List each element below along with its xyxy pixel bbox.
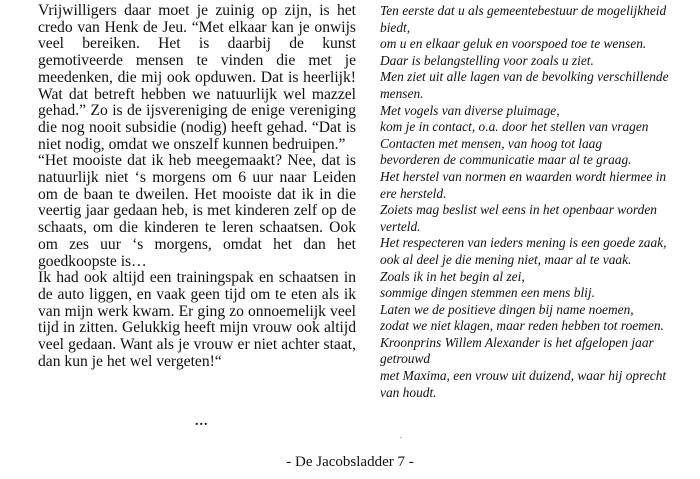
- left-column-article: [38, 3, 356, 370]
- poem-line: Contacten met mensen, van hoog tot laag: [380, 135, 603, 151]
- poem-line: kom je in contact, o.a. door het stellen van vragen: [380, 119, 649, 135]
- poem-line: getrouwd: [380, 351, 431, 367]
- section-ellipsis: ...: [195, 414, 209, 429]
- poem-line: Ten eerste dat u als gemeentebestuur de mogelijkheid: [380, 3, 667, 18]
- poem-line: ere hersteld.: [380, 185, 447, 201]
- paragraph: Vrijwilligers daar moet je zuinig op zijn, is het credo van Henk de Jeu. “Met elkaar kan je onwijs veel bereiken. Het is daarbij de kunst gemotiveerde mensen te vinden die met je meedenken, die mij ook opduwen. Dat is heerlijk! Wat dat betreft hebben we natuurlijk wel mazzel gehad.” Zo is de ijsvereniging de enige vereniging die nog nooit subsidie (nodig) heeft gehad. “Dat is niet nodig, omdat we onszelf kunnen bedruipen.”: [38, 2, 356, 153]
- poem-line: ook al deel je die mening niet, maar al te vaak.: [380, 251, 632, 267]
- poem-line: Zoals ik in het begin al zei,: [380, 268, 525, 284]
- poem-line: met Maxima, een vrouw uit duizend, waar hij oprecht: [380, 368, 667, 384]
- poem-line: Zoiets mag beslist wel eens in het openbaar worden: [380, 202, 657, 218]
- poem-line: sommige dingen stemmen een mens blij.: [380, 285, 595, 301]
- poem-line: Kroonprins Willem Alexander is het afgelopen jaar: [380, 334, 654, 350]
- right-column-poem: [380, 3, 696, 401]
- poem-line: biedt,: [380, 19, 411, 35]
- poem-line: mensen.: [380, 85, 424, 101]
- poem-line: verteld.: [380, 218, 421, 234]
- paragraph: “Het mooiste dat ik heb meegemaakt? Nee, dat is natuurlijk niet ‘s morgens om 6 uur naar Leiden om de baan te dweilen. Het mooiste dat ik in die veertig jaar gedaan heb, is met kinderen zelf op de schaats, om die kinderen te leren schaatsen. Ook om zes uur ‘s morgens, omdat het dan het goedkoopste is…: [38, 152, 356, 270]
- poem-line: Het respecteren van ieders mening is een goede zaak,: [380, 235, 667, 251]
- poem-line: Het herstel van normen en waarden wordt hiermee in: [380, 168, 667, 184]
- poem-line: Laten we de positieve dingen bij name noemen,: [380, 301, 634, 317]
- poem-line: van houdt.: [380, 384, 437, 400]
- poem-line: Men ziet uit alle lagen van de bevolking verschillende: [380, 69, 669, 85]
- page-footer: - De Jacobsladder 7 -: [286, 454, 414, 470]
- poem-line: bevorderen de communicatie maar al te graag.: [380, 152, 632, 168]
- poem-line: Daar is belangstelling voor zoals u ziet.: [380, 52, 594, 68]
- poem-line: zodat we niet klagen, maar reden hebben tot roemen.: [380, 318, 664, 334]
- paragraph: Ik had ook altijd een trainingspak en schaatsen in de auto liggen, en vaak geen tijd om te eten als ik van mijn werk kwam. Er ging zo onnoemelijk veel tijd in zitten. Gelukkig heeft mijn vrouw ook altijd veel gedaan. Want als je vrouw er niet achter staat, dan kun je het wel vergeten!“: [38, 269, 356, 370]
- poem-line: Met vogels van diverse pluimage,: [380, 102, 560, 118]
- scan-speck: [400, 437, 402, 438]
- poem-line: om u en elkaar geluk en voorspoed toe te wensen.: [380, 36, 647, 52]
